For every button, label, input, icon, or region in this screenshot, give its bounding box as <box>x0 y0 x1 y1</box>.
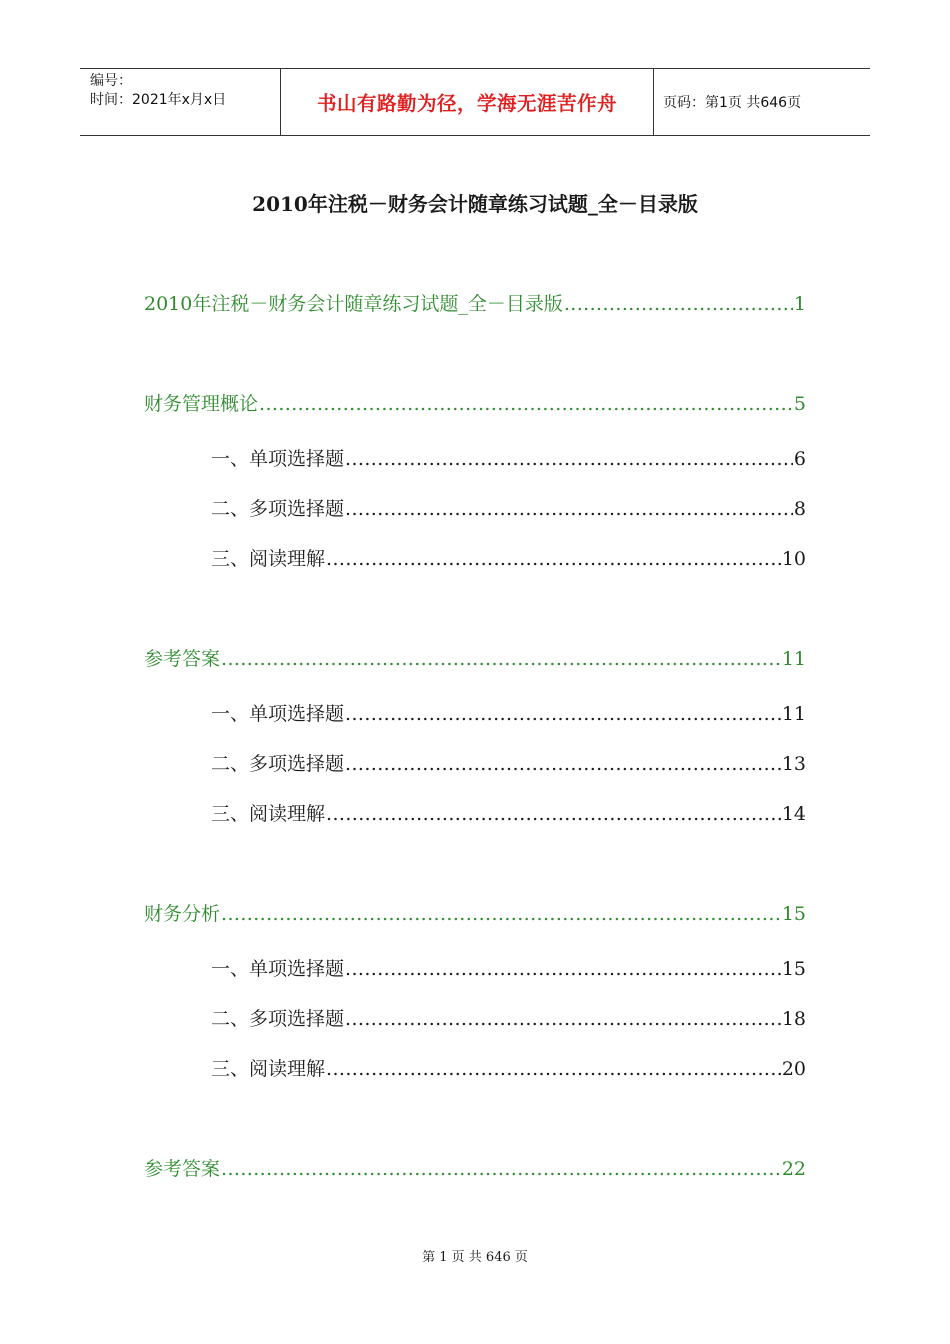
page-info: 页码：第1页 共646页 <box>663 95 802 111</box>
toc-entry[interactable] <box>144 1154 806 1182</box>
toc-entry[interactable] <box>144 389 806 417</box>
toc-entry[interactable] <box>211 1004 806 1032</box>
toc-leader-dots <box>564 293 793 315</box>
toc-entry-page: 15 <box>781 903 806 925</box>
toc-entry-page: 11 <box>781 703 806 725</box>
toc-leader-dots <box>345 958 781 980</box>
time-label: 时间：2021年x月x日 <box>90 92 227 108</box>
number-label: 编号： <box>90 73 132 89</box>
toc-leader-dots <box>345 498 793 520</box>
toc-entry-text: 参考答案 <box>144 1158 221 1180</box>
toc-entry-text: 参考答案 <box>144 648 221 670</box>
toc-leader-dots <box>345 1008 781 1030</box>
toc-leader-dots <box>326 548 781 570</box>
toc-entry[interactable] <box>211 544 806 572</box>
toc-entry-page: 20 <box>781 1058 806 1080</box>
toc-entry-text: 财务分析 <box>144 903 221 925</box>
toc-leader-dots <box>345 703 781 725</box>
motto-text: 书山有路勤为径，学海无涯苦作舟 <box>316 92 617 115</box>
toc-entry-page: 18 <box>781 1008 806 1030</box>
toc-leader-dots <box>221 903 781 925</box>
toc-entry-text: 一、单项选择题 <box>211 703 345 725</box>
toc-entry-page: 6 <box>793 448 806 470</box>
toc-entry-page: 8 <box>793 498 806 520</box>
toc-entry[interactable] <box>211 954 806 982</box>
toc-entry-text: 一、单项选择题 <box>211 958 345 980</box>
toc-entry-text: 一、单项选择题 <box>211 448 345 470</box>
toc-entry[interactable] <box>211 799 806 827</box>
toc-entry-text: 二、多项选择题 <box>211 498 345 520</box>
toc-entry-page: 22 <box>781 1158 806 1180</box>
toc-entry-page: 14 <box>781 803 806 825</box>
toc-entry-page: 15 <box>781 958 806 980</box>
toc-leader-dots <box>326 803 781 825</box>
toc-entry-text: 二、多项选择题 <box>211 753 345 775</box>
toc-entry[interactable] <box>144 289 806 317</box>
toc-entry[interactable] <box>211 494 806 522</box>
toc-entry[interactable] <box>144 644 806 672</box>
toc-entry[interactable] <box>211 444 806 472</box>
toc-entry-page: 5 <box>793 393 806 415</box>
toc-leader-dots <box>326 1058 781 1080</box>
toc-entry-page: 1 <box>793 293 806 315</box>
toc-entry[interactable] <box>211 749 806 777</box>
toc-leader-dots <box>345 448 793 470</box>
toc-entry[interactable] <box>144 899 806 927</box>
toc-entry-text: 2010年注税－财务会计随章练习试题_全－目录版 <box>144 293 563 315</box>
toc-entry-page: 13 <box>781 753 806 775</box>
toc-leader-dots <box>345 753 781 775</box>
toc-leader-dots <box>221 648 781 670</box>
toc-entry[interactable] <box>211 699 806 727</box>
toc-entry-text: 三、阅读理解 <box>211 548 326 570</box>
document-title: 2010年注税－财务会计随章练习试题_全－目录版 <box>252 192 698 216</box>
toc-entry[interactable] <box>211 1054 806 1082</box>
toc-entry-text: 二、多项选择题 <box>211 1008 345 1030</box>
toc-entry-text: 财务管理概论 <box>144 393 259 415</box>
page-footer: 第 1 页 共 646 页 <box>422 1250 528 1265</box>
toc-entry-page: 10 <box>781 548 806 570</box>
toc-entry-text: 三、阅读理解 <box>211 803 326 825</box>
toc-entry-page: 11 <box>781 648 806 670</box>
toc-leader-dots <box>259 393 793 415</box>
toc-leader-dots <box>221 1158 781 1180</box>
toc-entry-text: 三、阅读理解 <box>211 1058 326 1080</box>
